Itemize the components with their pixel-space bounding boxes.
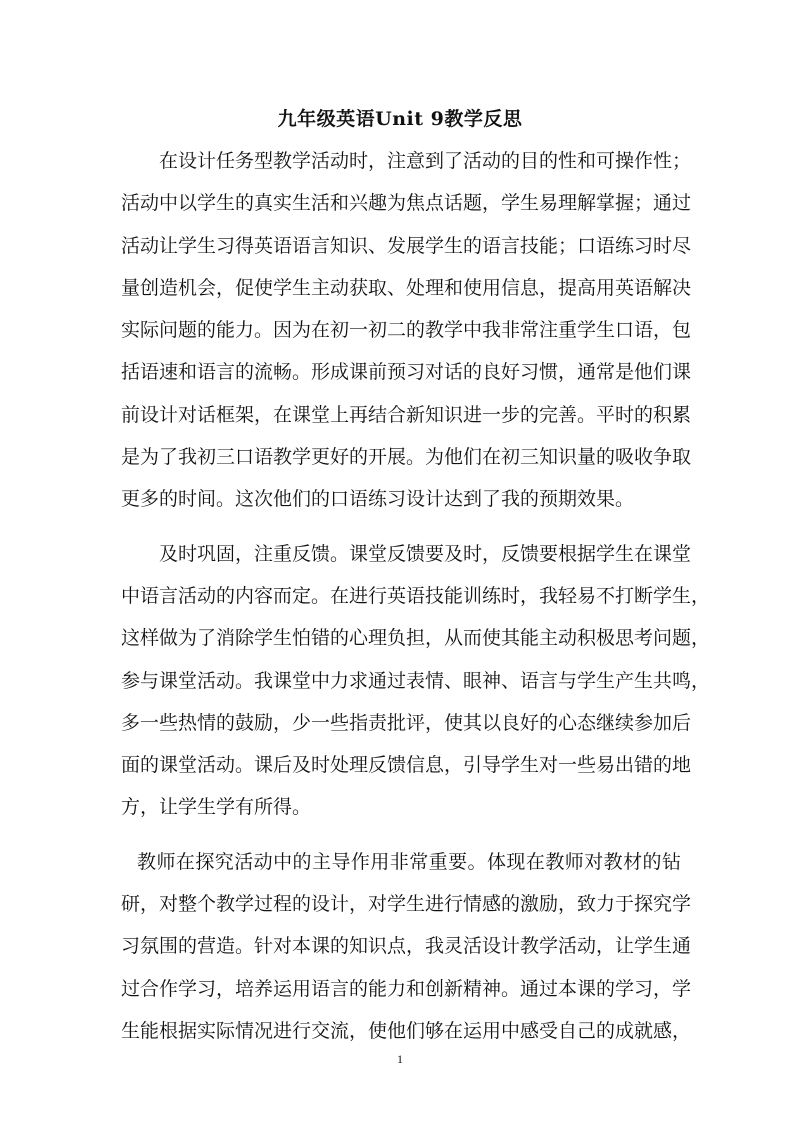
paragraph-3 [121, 841, 692, 1052]
paragraph-line: 方，让学生学有所得。 [121, 796, 312, 819]
paragraph-line: 实际问题的能力。因为在初一初二的教学中我非常注重学生口语，包 [121, 319, 692, 342]
paragraph-1 [121, 140, 692, 521]
document-body [121, 140, 711, 1052]
paragraph-line: 活动让学生习得英语语言知识、发展学生的语言技能；口语练习时尽 [121, 234, 692, 257]
paragraph-line: 更多的时间。这次他们的口语练习设计达到了我的预期效果。 [121, 488, 635, 511]
paragraph-line: 中语言活动的内容而定。在进行英语技能训练时，我轻易不打断学生， [121, 584, 711, 607]
paragraph-line: 这样做为了消除学生怕错的心理负担，从而使其能主动积极思考问题， [121, 627, 711, 650]
paragraph-gap [121, 521, 681, 533]
document-title: 九年级英语Unit 9教学反思 [277, 108, 523, 130]
paragraph-line: 活动中以学生的真实生活和兴趣为焦点话题，学生易理解掌握；通过 [121, 192, 692, 215]
paragraph-line: 生能根据实际情况进行交流，使他们够在运用中感受自己的成就感， [121, 1019, 692, 1042]
paragraph-line: 量创造机会，促使学生主动获取、处理和使用信息，提高用英语解决 [121, 276, 692, 299]
page-number: 1 [397, 1052, 403, 1066]
paragraph-2 [121, 533, 711, 829]
paragraph-line: 教师在探究活动中的主导作用非常重要。体现在教师对教材的钻 [137, 850, 681, 873]
paragraph-gap [121, 829, 681, 841]
paragraph-line: 在设计任务型教学活动时，注意到了活动的目的性和可操作性； [159, 150, 692, 172]
paragraph-line: 面的课堂活动。课后及时处理反馈信息，引导学生对一些易出错的地 [121, 754, 692, 777]
paragraph-line: 多一些热情的鼓励，少一些指责批评，使其以良好的心态继续参加后 [121, 711, 692, 734]
paragraph-line: 过合作学习，培养运用语言的能力和创新精神。通过本课的学习，学 [121, 977, 692, 1000]
paragraph-line: 研，对整个教学过程的设计，对学生进行情感的激励，致力于探究学 [121, 893, 692, 916]
paragraph-line: 前设计对话框架，在课堂上再结合新知识进一步的完善。平时的积累 [121, 403, 692, 426]
paragraph-line: 及时巩固，注重反馈。课堂反馈要及时，反馈要根据学生在课堂 [159, 542, 692, 565]
paragraph-line: 习氛围的营造。针对本课的知识点，我灵活设计教学活动，让学生通 [121, 935, 692, 958]
paragraph-line: 括语速和语言的流畅。形成课前预习对话的良好习惯，通常是他们课 [121, 361, 692, 384]
paragraph-line: 是为了我初三口语教学更好的开展。为他们在初三知识量的吸收争取 [121, 446, 692, 469]
paragraph-line: 参与课堂活动。我课堂中力求通过表情、眼神、语言与学生产生共鸣， [121, 669, 711, 692]
